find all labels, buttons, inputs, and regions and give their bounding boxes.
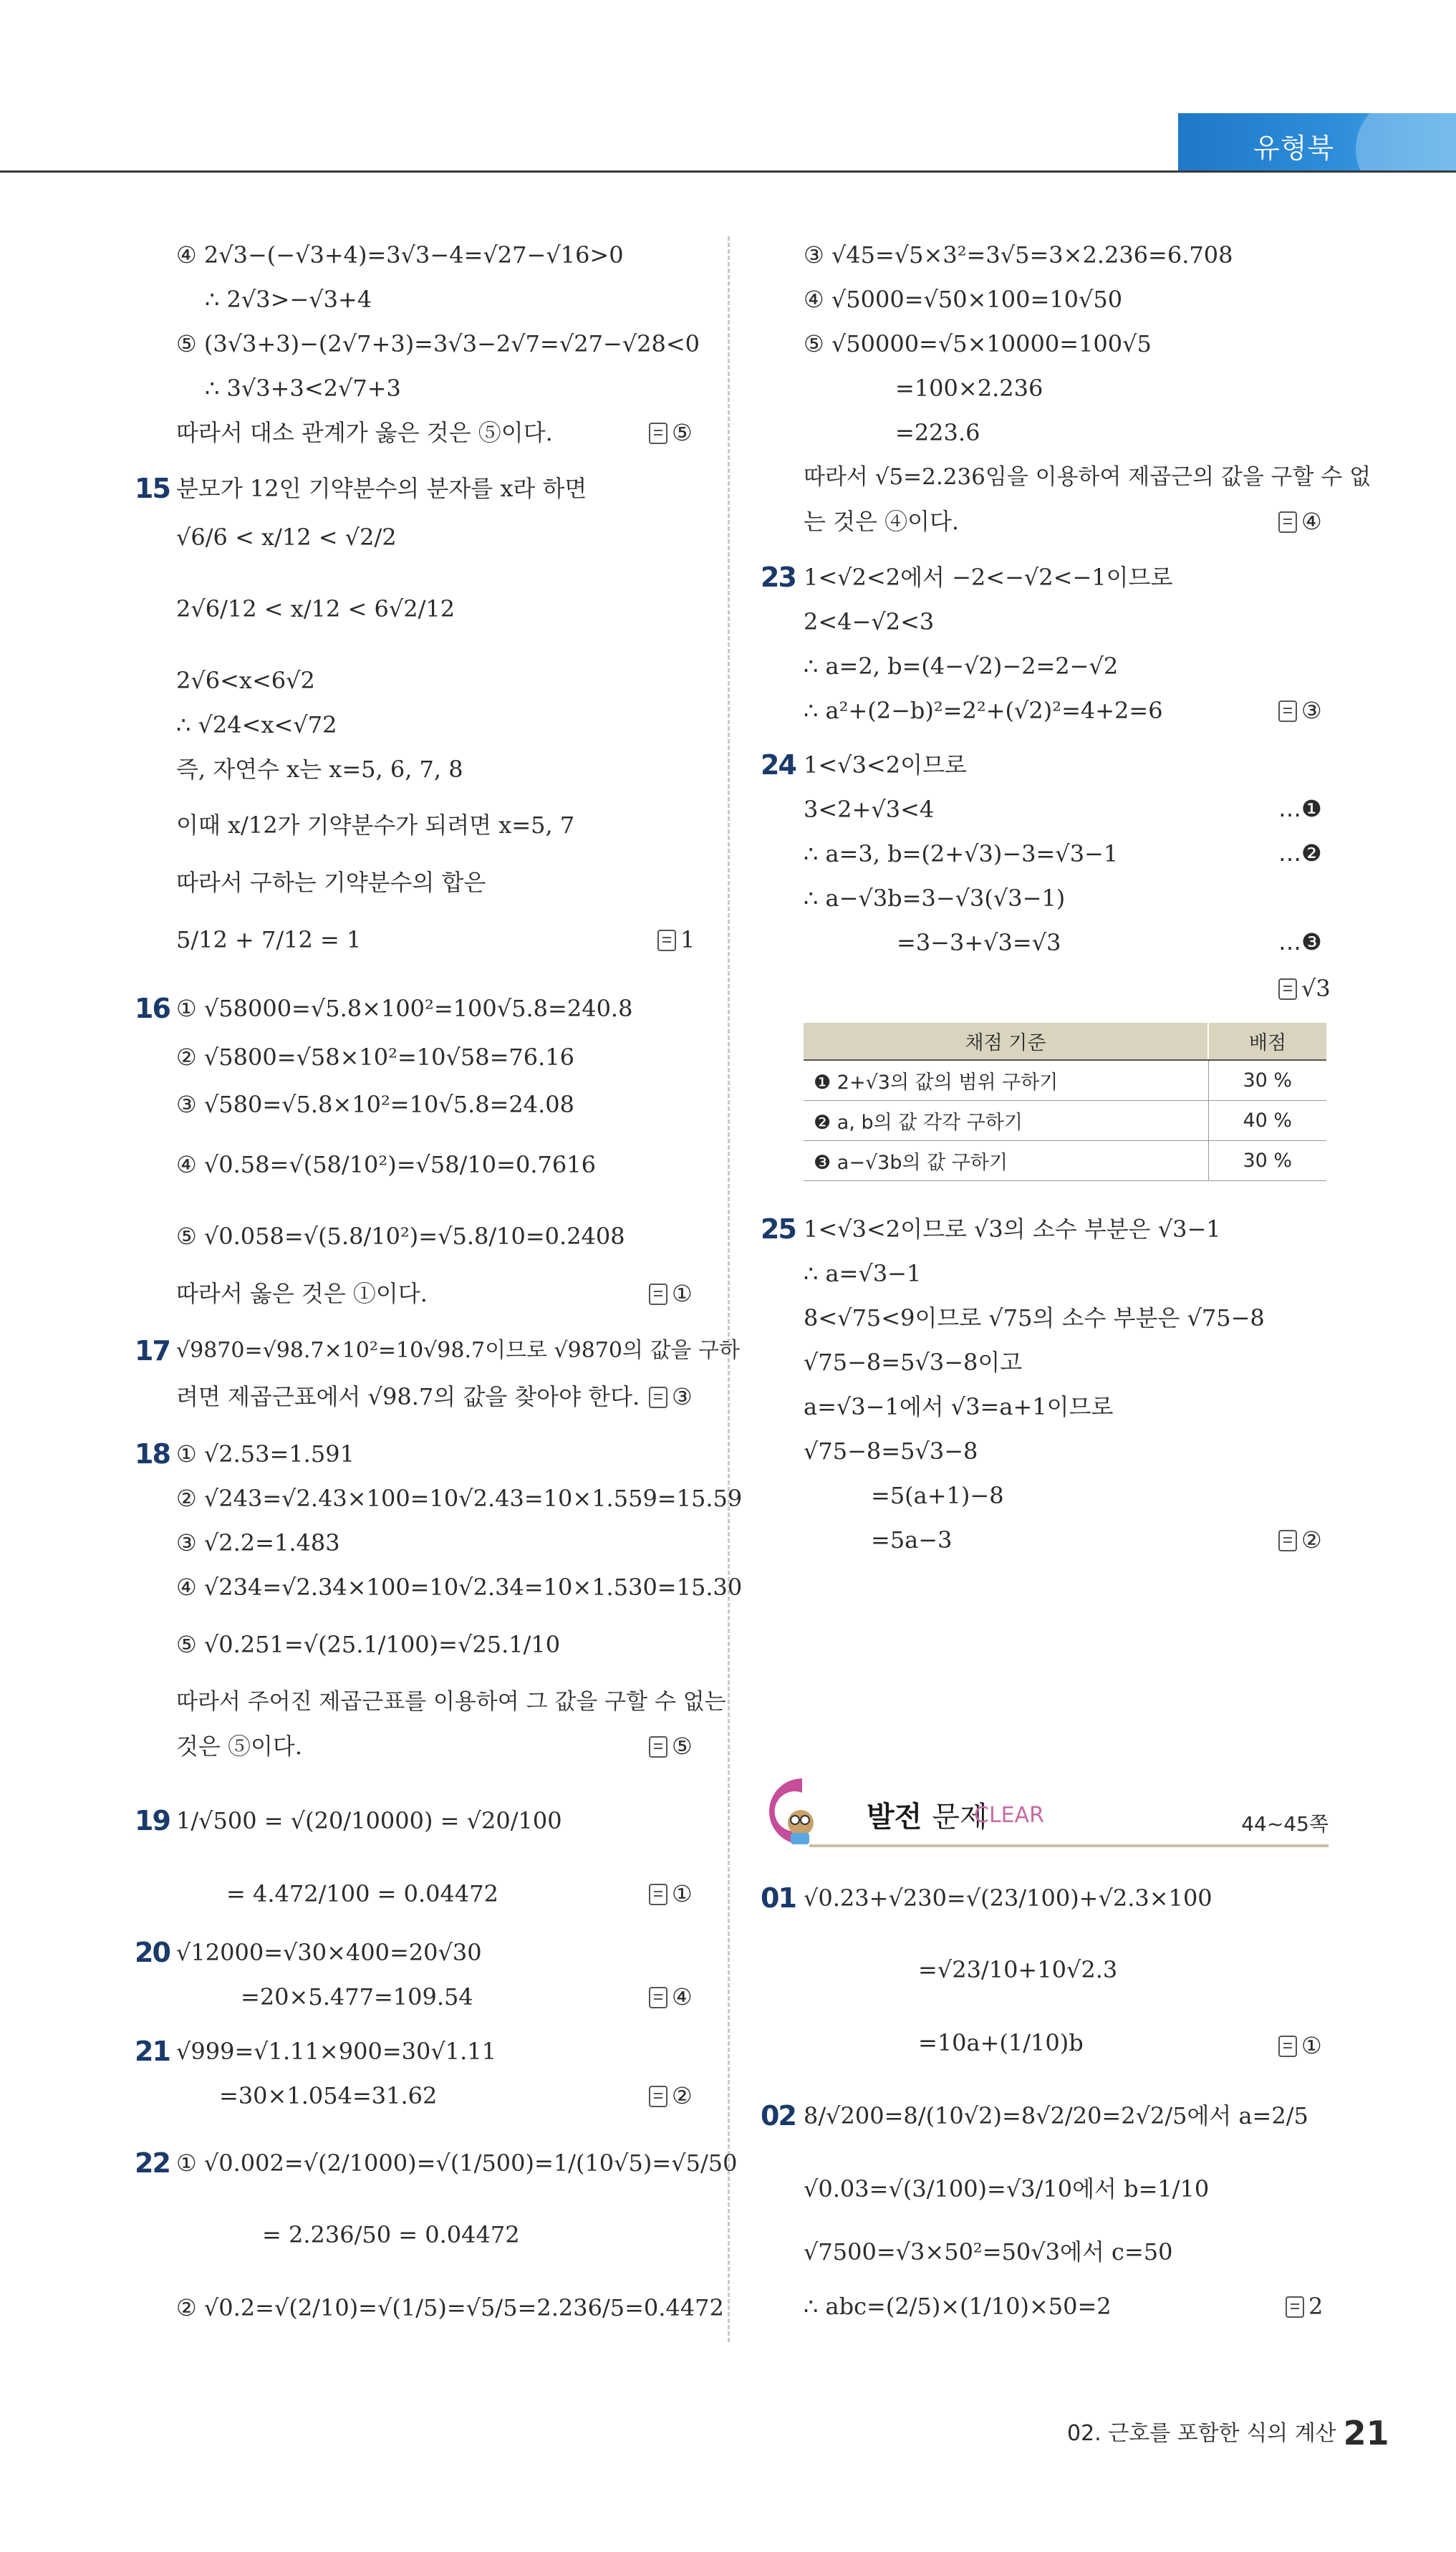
- scoring-criteria: ❸ a−√3b의 값 구하기: [804, 1140, 1208, 1180]
- text-line: 2<4−√2<3: [804, 608, 935, 635]
- text-line: 는 것은 ④이다.: [804, 508, 960, 535]
- text-line: ③ √45=√5×3²=3√5=3×2.236=6.708: [804, 241, 1233, 269]
- text-line: √75−8=5√3−8: [804, 1438, 978, 1465]
- text-line: 2√6<x<6√2: [176, 667, 315, 694]
- text-line: ∴ 2√3>−√3+4: [205, 286, 372, 313]
- problem-number: 18: [135, 1438, 170, 1470]
- answer-label: ④: [649, 1983, 693, 2011]
- text-line: ∴ a=√3−1: [804, 1260, 922, 1287]
- text-line: ∴ a²+(2−b)²=2²+(√2)²=4+2=6: [804, 697, 1163, 724]
- text-line: 따라서 옳은 것은 ①이다.: [176, 1280, 428, 1307]
- fraction-line: = 2.236/50 = 0.04472: [262, 2221, 520, 2248]
- advanced-title: 발전 문제: [867, 1801, 988, 1834]
- answer-label: ①: [649, 1279, 693, 1308]
- text-line: =20×5.477=109.54: [241, 1983, 473, 2011]
- fraction-line: 8/√200=8/(10√2)=8√2/20=2√2/5에서 a=2/5: [804, 2102, 1308, 2129]
- text-line: √9870=√98.7×10²=10√98.7이므로 √9870의 값을 구하: [176, 1338, 740, 1363]
- text-line: ③ √580=√5.8×10²=10√5.8=24.08: [176, 1091, 575, 1118]
- text-line: 이때 x/12가 기약분수가 되려면 x=5, 7: [176, 812, 575, 839]
- fraction-line: 2√6/12 < x/12 < 6√2/12: [176, 595, 455, 622]
- problem-number: 01: [761, 1882, 796, 1914]
- table-row: [804, 1060, 1326, 1100]
- fraction-line: √0.23+√230=√(23/100)+√2.3×100: [804, 1884, 1212, 1912]
- text-line: 따라서 √5=2.236임을 이용하여 제곱근의 값을 구할 수 없: [804, 464, 1371, 490]
- text-line: =5(a+1)−8: [871, 1482, 1004, 1509]
- scoring-table: [804, 1023, 1326, 1181]
- scoring-header-criteria: 채점 기준: [804, 1023, 1208, 1060]
- text-line: ⑤ √50000=√5×10000=100√5: [804, 330, 1152, 357]
- fraction-line: ∴ abc=(2/5)×(1/10)×50=2: [804, 2293, 1112, 2320]
- text-line: ④ √5000=√50×100=10√50: [804, 286, 1123, 313]
- page-number: 21: [1343, 2414, 1389, 2452]
- fraction-line: 5/12 + 7/12 = 1: [176, 926, 362, 953]
- answer-label: ②: [649, 2081, 693, 2110]
- fraction-line: = 4.472/100 = 0.04472: [226, 1880, 498, 1907]
- text-line: ① √58000=√5.8×100²=100√5.8=240.8: [176, 995, 633, 1022]
- step-marker: …❸: [1278, 928, 1322, 955]
- text-line: 것은 ⑤이다.: [176, 1733, 302, 1760]
- text-line: 려면 제곱근표에서 √98.7의 값을 찾아야 한다.: [176, 1383, 640, 1410]
- answer-label: ③: [1278, 696, 1322, 725]
- text-line: ③ √2.2=1.483: [176, 1529, 340, 1556]
- page-footer: [1067, 2414, 1389, 2452]
- text-line: ∴ 3√3+3<2√7+3: [205, 375, 401, 402]
- text-line: ④ 2√3−(−√3+4)=3√3−4=√27−√16>0: [176, 241, 624, 269]
- step-marker: …❷: [1278, 839, 1322, 867]
- problem-number: 17: [135, 1335, 170, 1367]
- scoring-points: 30 %: [1208, 1060, 1326, 1100]
- answer-label: ①: [649, 1879, 693, 1908]
- text-line: 3<2+√3<4: [804, 796, 935, 823]
- problem-number: 16: [135, 993, 170, 1024]
- text-line: 1<√3<2이므로: [804, 751, 967, 779]
- scoring-criteria: ❷ a, b의 값 각각 구하기: [804, 1100, 1208, 1140]
- text-line: =30×1.054=31.62: [219, 2082, 438, 2109]
- mascot-badge-icon: [759, 1773, 831, 1850]
- text-line: =3−3+√3=√3: [897, 929, 1061, 956]
- section-rule: [809, 1844, 1329, 1847]
- table-row: [804, 1140, 1326, 1180]
- problem-number: 21: [135, 2036, 170, 2067]
- answer-label: 2: [1286, 2292, 1323, 2321]
- text-line: 1<√3<2이므로 √3의 소수 부분은 √3−1: [804, 1215, 1221, 1243]
- text-line: 따라서 구하는 기약분수의 합은: [176, 869, 486, 896]
- answer-label: ②: [1278, 1526, 1322, 1554]
- answer-label: ⑤: [649, 1732, 693, 1761]
- text-line: =223.6: [895, 419, 980, 446]
- text-line: =5a−3: [871, 1526, 953, 1554]
- text-line: ② √243=√2.43×100=10√2.43=10×1.559=15.59: [176, 1485, 743, 1512]
- fraction-line: ⑤ √0.058=√(5.8/10²)=√5.8/10=0.2408: [176, 1223, 625, 1250]
- text-line: ∴ √24<x<√72: [176, 711, 337, 738]
- text-line: ① √2.53=1.591: [176, 1440, 355, 1468]
- problem-number: 19: [135, 1805, 170, 1836]
- answer-label: ④: [1278, 507, 1322, 536]
- text-line: ⑤ (3√3+3)−(2√7+3)=3√3−2√7=√27−√28<0: [176, 330, 700, 357]
- scoring-points: 30 %: [1208, 1140, 1326, 1180]
- text-line: ∴ a−√3b=3−√3(√3−1): [804, 885, 1066, 912]
- problem-number: 22: [135, 2147, 170, 2179]
- text-line: 분모가 12인 기약분수의 분자를 x라 하면: [176, 475, 587, 502]
- fraction-line: √0.03=√(3/100)=√3/10에서 b=1/10: [804, 2175, 1210, 2202]
- scoring-criteria: ❶ 2+√3의 값의 범위 구하기: [804, 1060, 1208, 1100]
- fraction-line: =√23/10+10√2.3: [918, 1956, 1118, 1983]
- problem-number: 24: [761, 749, 796, 781]
- problem-number: 02: [761, 2100, 796, 2132]
- scoring-header-points: 배점: [1208, 1023, 1326, 1060]
- text-line: √999=√1.11×900=30√1.11: [176, 2038, 496, 2065]
- text-line: ② √5800=√58×10²=10√58=76.16: [176, 1044, 575, 1071]
- text-line: 1<√2<2에서 −2<−√2<−1이므로: [804, 564, 1173, 591]
- text-line: 즉, 자연수 x는 x=5, 6, 7, 8: [176, 756, 463, 783]
- problem-number: 25: [761, 1213, 796, 1245]
- fraction-line: ④ √0.58=√(58/10²)=√58/10=0.7616: [176, 1151, 596, 1178]
- answer-label: √3: [1278, 974, 1331, 1003]
- text-line: ④ √234=√2.34×100=10√2.34=10×1.530=15.30: [176, 1574, 743, 1601]
- section-tab-label: 유형북: [1253, 133, 1335, 164]
- text-line: √75−8=5√3−8이고: [804, 1349, 1023, 1376]
- advanced-section-header: [759, 1773, 1329, 1852]
- text-line: 8<√75<9이므로 √75의 소수 부분은 √75−8: [804, 1304, 1265, 1332]
- step-marker: …❶: [1278, 795, 1322, 822]
- page-range: 44~45쪽: [1241, 1812, 1329, 1836]
- header-rule: [0, 170, 1456, 173]
- text-line: =100×2.236: [895, 375, 1043, 402]
- fraction-line: √6/6 < x/12 < √2/2: [176, 524, 397, 551]
- text-line: √12000=√30×400=20√30: [176, 1939, 482, 1966]
- fraction-line: 1/√500 = √(20/10000) = √20/100: [176, 1807, 562, 1834]
- problem-number: 15: [135, 473, 170, 504]
- answer-label: ①: [1278, 2031, 1322, 2060]
- text-line: ∴ a=3, b=(2+√3)−3=√3−1: [804, 840, 1119, 867]
- fraction-line: ⑤ √0.251=√(25.1/100)=√25.1/10: [176, 1631, 561, 1658]
- answer-label: ③: [649, 1382, 693, 1411]
- advanced-clear-label: CLEAR: [974, 1803, 1044, 1828]
- answer-label: ⑤: [649, 418, 693, 447]
- answer-label: 1: [657, 925, 695, 954]
- fraction-line: =10a+(1/10)b: [918, 2029, 1084, 2056]
- text-line: ∴ a=2, b=(4−√2)−2=2−√2: [804, 653, 1119, 680]
- section-tab: [1178, 113, 1456, 172]
- scoring-points: 40 %: [1208, 1100, 1326, 1140]
- text-line: 따라서 대소 관계가 옳은 것은 ⑤이다.: [176, 419, 553, 446]
- text-line: 따라서 주어진 제곱근표를 이용하여 그 값을 구할 수 없는: [176, 1689, 726, 1715]
- text-line: a=√3−1에서 √3=a+1이므로: [804, 1393, 1114, 1420]
- problem-number: 23: [761, 562, 796, 593]
- text-line: √7500=√3×50²=50√3에서 c=50: [804, 2238, 1173, 2265]
- fraction-line: ① √0.002=√(2/1000)=√(1/500)=1/(10√5)=√5/50: [176, 2149, 738, 2177]
- column-divider: [728, 236, 730, 2342]
- chapter-title: 02. 근호를 포함한 식의 계산: [1067, 2421, 1336, 2446]
- table-row: [804, 1100, 1326, 1140]
- problem-number: 20: [135, 1937, 170, 1968]
- fraction-line: ② √0.2=√(2/10)=√(1/5)=√5/5=2.236/5=0.4472: [176, 2294, 724, 2321]
